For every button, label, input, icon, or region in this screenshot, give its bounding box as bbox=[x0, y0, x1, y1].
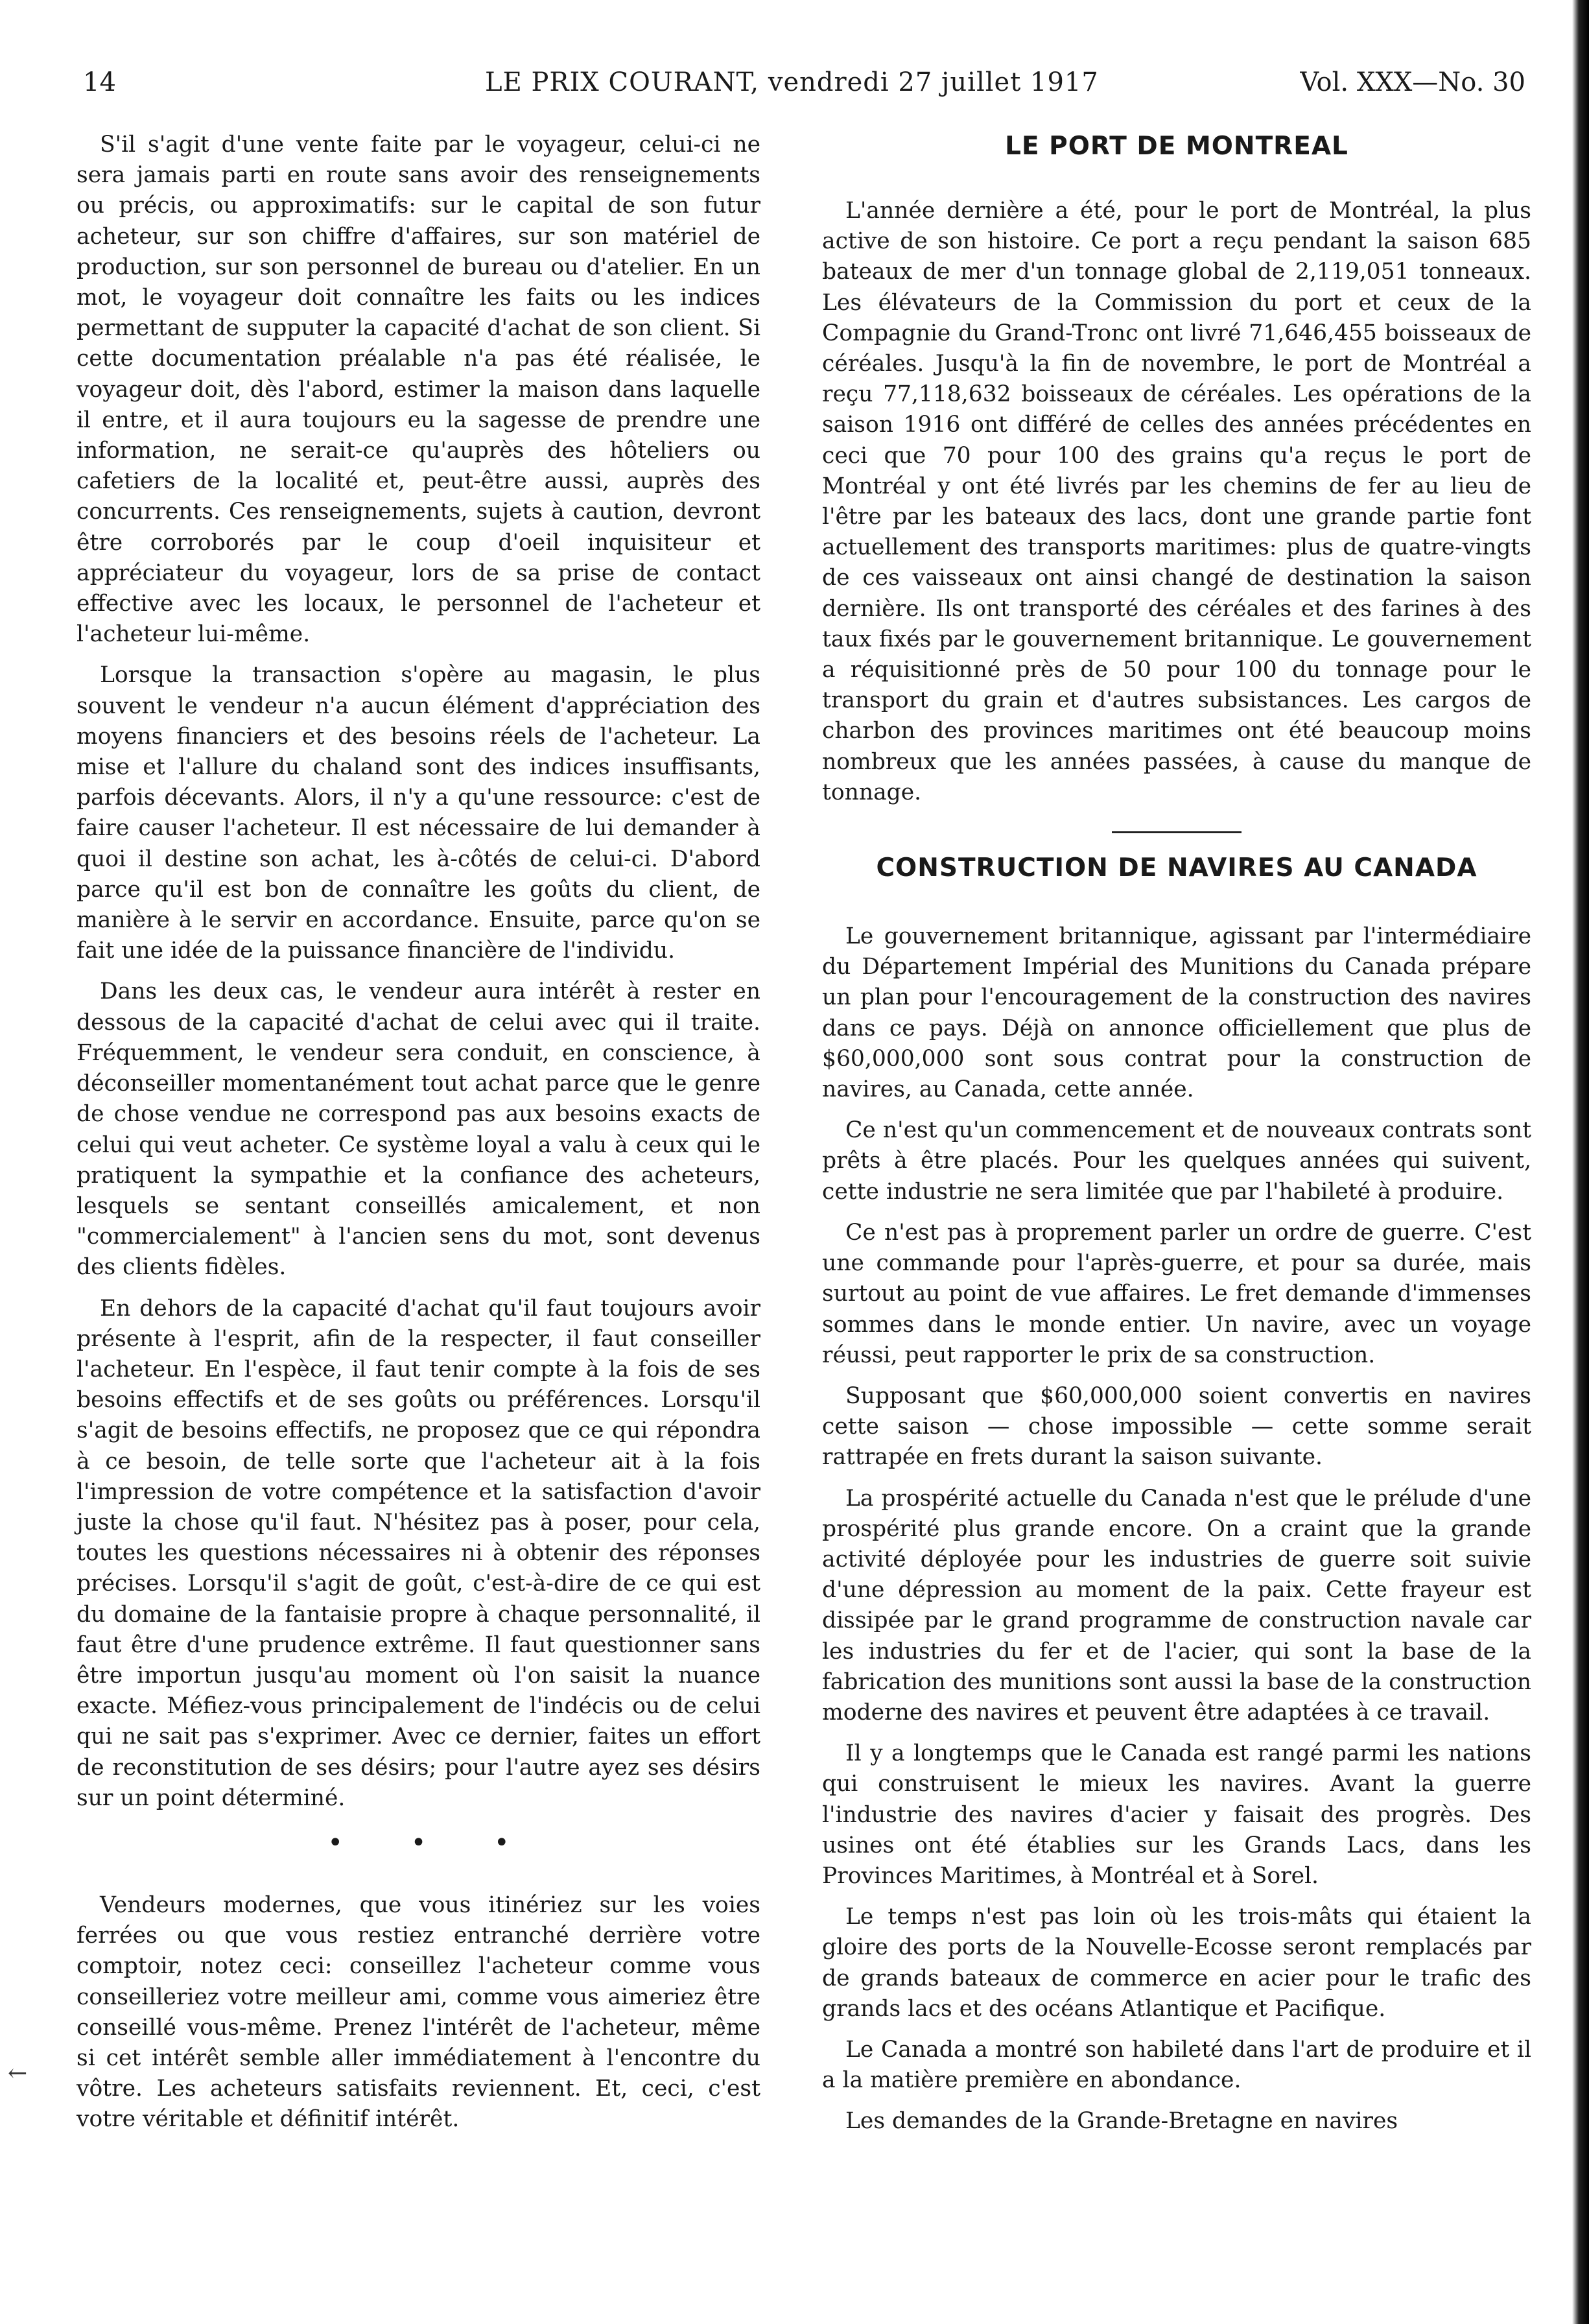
section-separator: • • • bbox=[327, 1827, 539, 1858]
right-column bbox=[822, 130, 1531, 2148]
construction-paragraph: La prospérité actuelle du Canada n'est que le prélude d'une prospérité plus grande encore. On a craint que la grande activité déployée pour les industries de guerre soit suivie d'une dépression au moment de la paix. Cette frayeur est dissipée par le grand programme de construction navale car les industries du fer et de l'acier, qui sont la base de la fabrication des munitions sont aussi la base de la construction moderne des navires et peuvent être adaptées à ce travail. bbox=[822, 1485, 1531, 1725]
section-rule bbox=[1112, 831, 1242, 833]
article-title-port: LE PORT DE MONTREAL bbox=[1005, 132, 1348, 161]
port-paragraph: L'année dernière a été, pour le port de Montréal, la plus active de son histoire. Ce port a reçu pendant la saison 685 bateaux de mer d'un tonnage global de 2,119,051 tonneaux. Les élévateurs de la Commission du port et ceux de la Compagnie du Grand-Tronc ont livré 71,646,455 boisseaux de céréales. Jusqu'à la fin de novembre, le port de Montréal a reçu 77,118,632 boisseaux de céréales. Les opérations de la saison 1916 ont différé de celles des années précédentes en ceci que 70 pour 100 des grains qu'a reçus le port de Montréal y ont été livrés par les chemins de fer au lieu de l'être par les bateaux des lacs, dont une grande partie font actuellement des transports maritimes: plus de quatre-vingts de ces vaisseaux ont ainsi changé de destination la saison dernière. Ils ont transporté des céréales et des farines à des taux fixés par le gouvernement britannique. Le gouvernement a réquisitionné près de 50 pour 100 du tonnage pour le transport du grain et d'autres subsistances. Les cargos de charbon des provinces maritimes ont été beaucoup moins nombreux que les années passées, à cause du manque de tonnage. bbox=[822, 198, 1531, 805]
construction-paragraph: Le temps n'est pas loin où les trois-mâts qui étaient la gloire des ports de la Nouvelle-Ecosse seront remplacés par de grands bateaux de commerce en acier pour le trafic des grands lacs et des océans Atlantique et Pacifique. bbox=[822, 1904, 1531, 2022]
article-title-construction: CONSTRUCTION DE NAVIRES AU CANADA bbox=[876, 853, 1477, 883]
construction-paragraph: Le gouvernement britannique, agissant par l'intermédiaire du Département Impérial des Munitions du Canada prépare un plan pour l'encouragement de la construction des navires dans ce pays. Déjà on annonce officiellement que plus de $60,000,000 sont sous contrat pour la construction de navires, au Canada, cette année. bbox=[822, 923, 1531, 1103]
article-paragraph: Lorsque la transaction s'opère au magasin, le plus souvent le vendeur n'a aucun élément d'appréciation des moyens financiers et des besoins réels de l'acheteur. La mise et l'allure du chaland sont des indices insuffisants, parfois décevants. Alors, il n'y a qu'une ressource: c'est de faire causer l'acheteur. Il est nécessaire de lui demander à quoi il destine son achat, les à-côtés de celui-ci. D'abord parce qu'il est bon de connaître les goûts du client, de manière à le servir en accordance. Ensuite, parce qu'on se fait une idée de la puissance financière de l'individu. bbox=[77, 662, 760, 964]
article-paragraph: Dans les deux cas, le vendeur aura intérêt à rester en dessous de la capacité d'achat de celui avec qui il traite. Fréquemment, le vendeur sera conduit, en conscience, à déconseiller momentanément tout achat parce que le genre de chose vendue ne correspond pas aux besoins exacts de celui qui veut acheter. Ce système loyal a valu à ceux qui le pratiquent la sympathie et la confiance des acheteurs, lesquels se sentant conseillés amicalement, et non "commercialement" à l'ancien sens du mot, sont devenus des clients fidèles. bbox=[77, 978, 760, 1281]
construction-paragraph: Supposant que $60,000,000 soient convertis en navires cette saison — chose impossible — cette somme serait rattrapée en frets durant la saison suivante. bbox=[822, 1382, 1531, 1471]
margin-arrow-mark: ← bbox=[8, 2060, 28, 2087]
page-number: 14 bbox=[83, 67, 116, 97]
construction-paragraph: Le Canada a montré son habileté dans l'art de produire et il a la matière première en abondance. bbox=[822, 2036, 1531, 2094]
article-paragraph: S'il s'agit d'une vente faite par le voyageur, celui-ci ne sera jamais parti en route sans avoir des renseignements ou précis, ou approximatifs: sur le capital de son futur acheteur, sur son chiffre d'affaires, sur son matériel de production, sur son personnel de bureau ou d'atelier. En un mot, le voyageur doit connaître les faits ou les indices permettant de supputer la capacité d'achat de son client. Si cette documentation préalable n'a pas été réalisée, le voyageur doit, dès l'abord, estimer la maison dans laquelle il entre, et il aura toujours eu la sagesse de prendre une information, ne serait-ce qu'auprès des hôteliers ou cafetiers de la localité et, peut-être aussi, auprès des concurrents. Ces renseignements, sujets à caution, devront être corroborés par le coup d'oeil inquisiteur et appréciateur du voyageur, lors de sa prise de contact effective avec les locaux, le personnel de l'acheteur et l'acheteur lui-même. bbox=[77, 132, 760, 648]
left-column bbox=[77, 130, 760, 2146]
closing-paragraph: Vendeurs modernes, que vous itinériez sur les voies ferrées ou que vous restiez entranché derrière votre comptoir, notez ceci: conseillez l'acheteur comme vous conseilleriez votre meilleur ami, comme vous aimeriez être conseillé vous-même. Prenez l'intérêt de l'acheteur, même si cet intérêt semble aller immédiatement à l'encontre du vôtre. Les acheteurs satisfaits reviennent. Et, ceci, c'est votre véritable et définitif intérêt. bbox=[77, 1891, 760, 2133]
scan-edge-shadow bbox=[1572, 0, 1589, 2324]
construction-paragraph: Ce n'est qu'un commencement et de nouveaux contrats sont prêts à être placés. Pour les quelques années qui suivent, cette industrie ne sera limitée que par l'habileté à produire. bbox=[822, 1117, 1531, 1205]
construction-paragraph: Il y a longtemps que le Canada est rangé parmi les nations qui construisent le mieux les navires. Avant la guerre l'industrie des navires d'acier y faisait des progrès. Des usines ont été établies sur les Grands Lacs, dans les Provinces Maritimes, à Montréal et à Sorel. bbox=[822, 1740, 1531, 1889]
page-header bbox=[83, 60, 1525, 105]
volume-number: Vol. XXX—No. 30 bbox=[1300, 67, 1525, 97]
construction-paragraph: Ce n'est pas à proprement parler un ordre de guerre. C'est une commande pour l'après-guerre, et pour sa durée, mais surtout au point de vue affaires. Le fret demande d'immenses sommes dans le monde entier. Un navire, avec un voyage réussi, peut rapporter le prix de sa construction. bbox=[822, 1219, 1531, 1368]
publication-line: LE PRIX COURANT, vendredi 27 juillet 1917 bbox=[485, 67, 1099, 97]
article-paragraph: En dehors de la capacité d'achat qu'il faut toujours avoir présente à l'esprit, afin de la respecter, il faut conseiller l'acheteur. En l'espèce, il faut tenir compte à la fois de ses besoins effectifs et de ses goûts ou préférences. Lorsqu'il s'agit de besoins effectifs, ne proposez que ce qui répondra à ce besoin, de telle sorte que l'acheteur ait à la fois l'impression de votre compétence et la satisfaction d'avoir juste la chose qu'il faut. N'hésitez pas à poser, pour cela, toutes les questions nécessaires ni à obtenir des réponses précises. Lorsqu'il s'agit de goût, c'est-à-dire de ce qui est du domaine de la fantaisie propre à chaque personnalité, il faut être d'une prudence extrême. Il faut questionner sans être importun jusqu'au moment où l'on saisit la nuance exacte. Méfiez-vous principalement de l'indécis ou de celui qui ne sait pas s'exprimer. Avec ce dernier, faites un effort de reconstitution de ses désirs; pour l'autre ayez ses désirs sur un point déterminé. bbox=[77, 1295, 760, 1811]
construction-paragraph: Les demandes de la Grande-Bretagne en navires bbox=[845, 2108, 1398, 2135]
